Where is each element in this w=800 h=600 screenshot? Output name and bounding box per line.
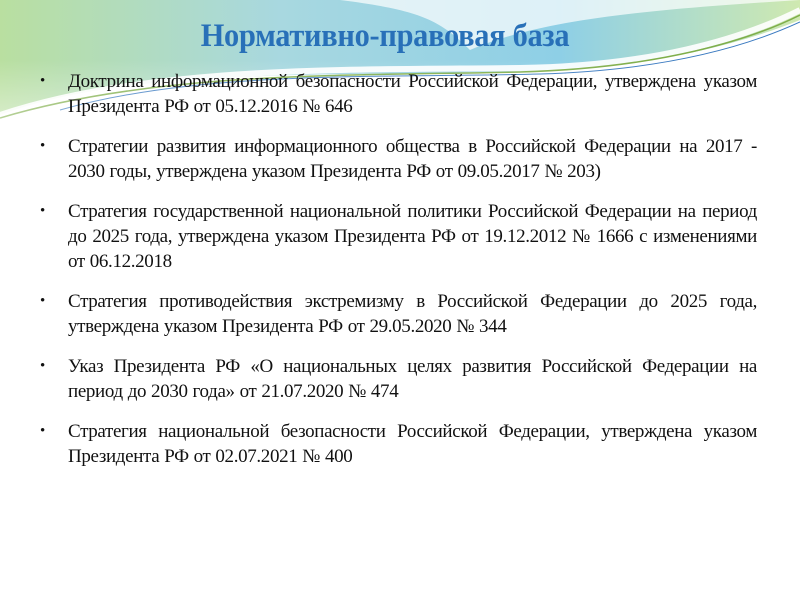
list-item-text: Стратегии развития информационного общества в Российской Федерации на 2017 - 2030 годы, утверждена указом Президента РФ от 09.05.2017 № 203) xyxy=(68,136,757,182)
list-item xyxy=(40,354,757,404)
list-item-text: Указ Президента РФ «О национальных целях развития Российской Федерации на период до 2030 года» от 21.07.2020 № 474 xyxy=(68,356,757,402)
list-item xyxy=(40,69,757,119)
bullet-icon: • xyxy=(40,293,45,309)
bullet-icon: • xyxy=(40,358,45,374)
list-item xyxy=(40,134,757,184)
list-item-text: Стратегия государственной национальной политики Российской Федерации на период до 2025 года, утверждена указом Президента РФ от 19.12.2012 № 1666 с изменениями от 06.12.2018 xyxy=(68,201,757,272)
list-item xyxy=(40,199,757,274)
list-item xyxy=(40,419,757,469)
slide-title: Нормативно-правовая база xyxy=(200,18,570,54)
bullet-icon: • xyxy=(40,423,45,439)
document-list xyxy=(40,69,757,484)
list-item-text: Стратегия противодействия экстремизму в Российской Федерации до 2025 года, утверждена указом Президента РФ от 29.05.2020 № 344 xyxy=(68,291,757,337)
bullet-icon: • xyxy=(40,138,45,154)
bullet-icon: • xyxy=(40,203,45,219)
list-item xyxy=(40,289,757,339)
bullet-icon: • xyxy=(40,73,45,89)
list-item-text: Стратегия национальной безопасности Российской Федерации, утверждена указом Президента РФ от 02.07.2021 № 400 xyxy=(68,421,757,467)
list-item-text: Доктрина информационной безопасности Российской Федерации, утверждена указом Президента РФ от 05.12.2016 № 646 xyxy=(68,71,757,117)
